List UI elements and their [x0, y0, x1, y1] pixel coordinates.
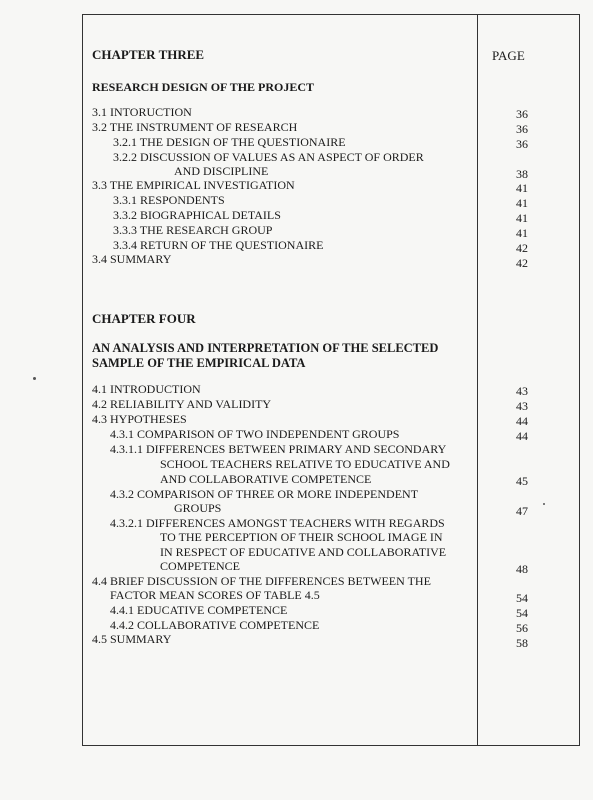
- page-column-divider: [477, 14, 478, 746]
- toc-page-number: 56: [516, 621, 528, 635]
- toc-page-number: 41: [516, 181, 528, 195]
- toc-page-number: 36: [516, 137, 528, 151]
- toc-entry: 3.2.1 THE DESIGN OF THE QUESTIONAIRE: [113, 135, 346, 149]
- toc-entry: 3.3.3 THE RESEARCH GROUP: [113, 223, 273, 237]
- toc-page-number: 36: [516, 107, 528, 121]
- toc-page-number: 36: [516, 122, 528, 136]
- toc-entry: 3.3.1 RESPONDENTS: [113, 193, 225, 207]
- toc-page-number: 54: [516, 591, 528, 605]
- toc-page-number: 41: [516, 196, 528, 210]
- toc-entry: 3.2.2 DISCUSSION OF VALUES AS AN ASPECT OF ORDER: [113, 150, 424, 164]
- chapter-four-heading: CHAPTER FOUR: [92, 311, 196, 326]
- toc-page-number: 44: [516, 429, 528, 443]
- toc-entry: 4.2 RELIABILITY AND VALIDITY: [92, 397, 272, 411]
- toc-entry: AND DISCIPLINE: [174, 164, 269, 178]
- toc-page-number: 42: [516, 256, 528, 270]
- toc-page-number: 58: [516, 636, 528, 650]
- toc-entry: 4.1 INTRODUCTION: [92, 382, 201, 396]
- toc-entry: 4.5 SUMMARY: [92, 632, 172, 646]
- toc-entry: 3.1 INTORUCTION: [92, 105, 192, 119]
- toc-entry: SCHOOL TEACHERS RELATIVE TO EDUCATIVE AND: [160, 457, 450, 471]
- toc-entry: AND COLLABORATIVE COMPETENCE: [160, 472, 372, 486]
- chapter-three-title: RESEARCH DESIGN OF THE PROJECT: [92, 80, 315, 94]
- scan-speck: [33, 377, 36, 380]
- toc-page-number: 38: [516, 167, 528, 181]
- toc-entry: 4.3.2 COMPARISON OF THREE OR MORE INDEPENDENT: [110, 487, 419, 501]
- toc-page-number: 44: [516, 414, 528, 428]
- scan-speck: [543, 503, 545, 505]
- page-column-header: PAGE: [492, 48, 525, 63]
- toc-entry: 4.3 HYPOTHESES: [92, 412, 187, 426]
- toc-entry: 4.4.1 EDUCATIVE COMPETENCE: [110, 603, 288, 617]
- toc-entry: 3.2 THE INSTRUMENT OF RESEARCH: [92, 120, 298, 134]
- chapter-three-heading: CHAPTER THREE: [92, 47, 205, 62]
- toc-entry: FACTOR MEAN SCORES OF TABLE 4.5: [110, 588, 320, 602]
- toc-page-number: 43: [516, 399, 528, 413]
- toc-page-number: 41: [516, 226, 528, 240]
- toc-entry: COMPETENCE: [160, 559, 241, 573]
- toc-entry: 4.4.2 COLLABORATIVE COMPETENCE: [110, 618, 320, 632]
- toc-page-number: 54: [516, 606, 528, 620]
- toc-entry: GROUPS: [174, 501, 222, 515]
- toc-entry: TO THE PERCEPTION OF THEIR SCHOOL IMAGE IN: [160, 530, 443, 544]
- toc-page-number: 45: [516, 474, 528, 488]
- toc-page-number: 47: [516, 504, 528, 518]
- toc-entry: 4.3.1 COMPARISON OF TWO INDEPENDENT GROUPS: [110, 427, 400, 441]
- toc-entry: 4.4 BRIEF DISCUSSION OF THE DIFFERENCES BETWEEN THE: [92, 574, 431, 588]
- chapter-four-title-line1: AN ANALYSIS AND INTERPRETATION OF THE SELECTED: [92, 341, 439, 355]
- toc-entry: 3.3.4 RETURN OF THE QUESTIONAIRE: [113, 238, 324, 252]
- toc-page-number: 41: [516, 211, 528, 225]
- toc-entry: 3.3 THE EMPIRICAL INVESTIGATION: [92, 178, 295, 192]
- toc-page-number: 43: [516, 384, 528, 398]
- toc-entry: IN RESPECT OF EDUCATIVE AND COLLABORATIVE: [160, 545, 447, 559]
- toc-page-number: 48: [516, 562, 528, 576]
- toc-entry: 4.3.2.1 DIFFERENCES AMONGST TEACHERS WITH REGARDS: [110, 516, 445, 530]
- toc-page-number: 42: [516, 241, 528, 255]
- toc-entry: 3.3.2 BIOGRAPHICAL DETAILS: [113, 208, 281, 222]
- toc-entry: 3.4 SUMMARY: [92, 252, 172, 266]
- chapter-four-title-line2: SAMPLE OF THE EMPIRICAL DATA: [92, 356, 306, 370]
- toc-entry: 4.3.1.1 DIFFERENCES BETWEEN PRIMARY AND SECONDARY: [110, 442, 447, 456]
